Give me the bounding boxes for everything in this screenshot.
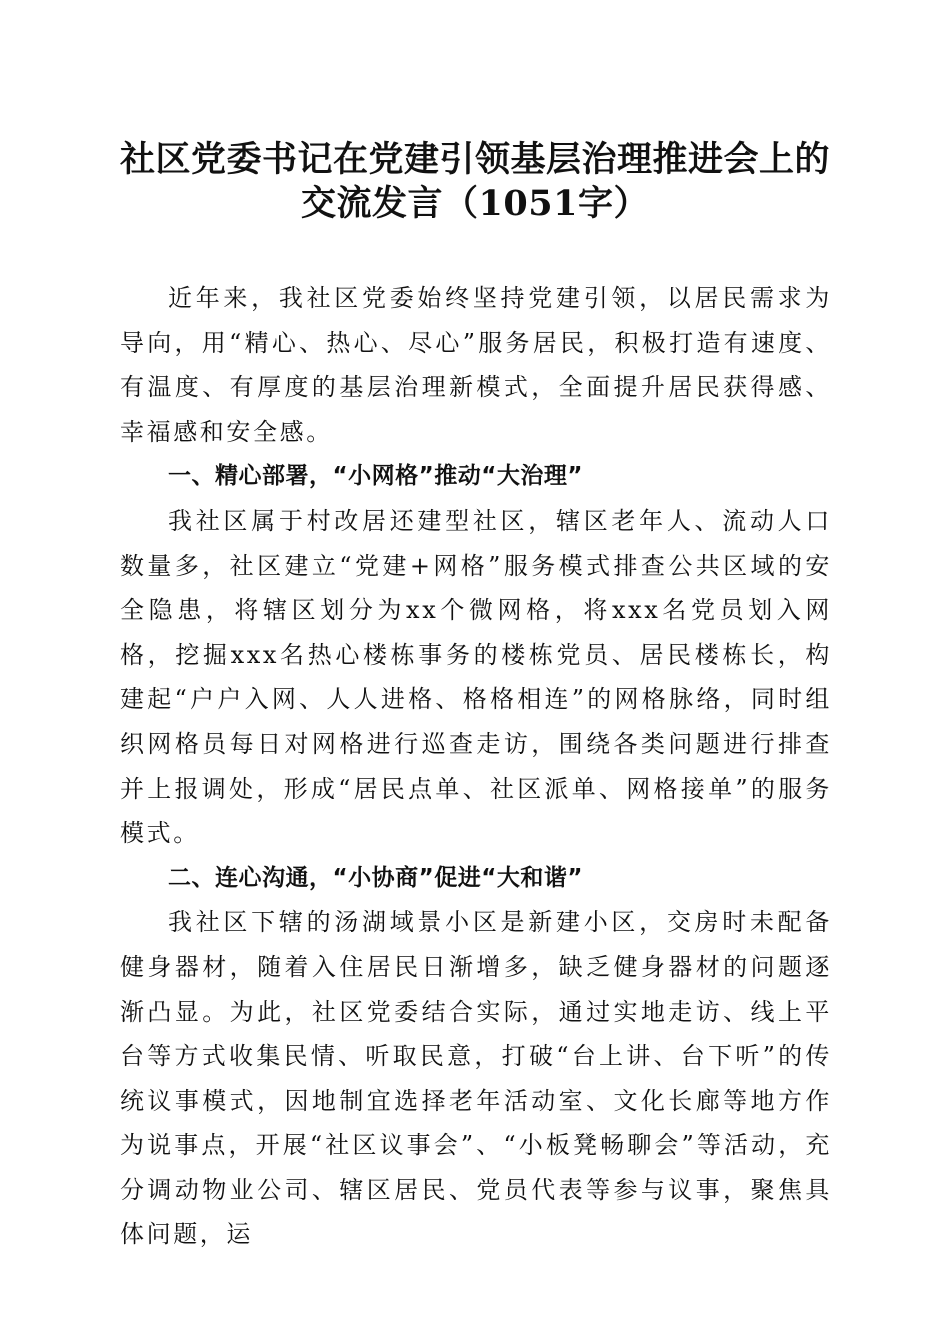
document-body <box>120 276 832 1257</box>
section-heading-2: 二、连心沟通，“小协商”促进“大和谐” <box>168 864 583 891</box>
section-1-paragraph: 我社区属于村改居还建型社区，辖区老年人、流动人口数量多，社区建立“党建+网格”服务模式排查公共区域的安全隐患，将辖区划分为xx个微网格，将xxx名党员划入网格，挖掘xxx名热心楼栋事务的楼栋党员、居民楼栋长，构建起“户户入网、人人进格、格格相连”的网格脉络，同时组织网格员每日对网格进行巡查走访，围绕各类问题进行排查并上报调处，形成“居民点单、社区派单、网格接单”的服务模式。 <box>120 506 832 848</box>
intro-paragraph: 近年来，我社区党委始终坚持党建引领，以居民需求为导向，用“精心、热心、尽心”服务居民，积极打造有速度、有温度、有厚度的基层治理新模式，全面提升居民获得感、幸福感和安全感。 <box>120 284 832 446</box>
document-title-line-2: 交流发言（1051字） <box>301 183 649 224</box>
section-2-paragraph: 我社区下辖的汤湖域景小区是新建小区，交房时未配备健身器材，随着入住居民日渐增多，缺乏健身器材的问题逐渐凸显。为此，社区党委结合实际，通过实地走访、线上平台等方式收集民情、听取民意，打破“台上讲、台下听”的传统议事模式，因地制宜选择老年活动室、文化长廊等地方作为说事点，开展“社区议事会”、“小板凳畅聊会”等活动，充分调动物业公司、辖区居民、党员代表等参与议事，聚焦具体问题，运 <box>120 908 832 1249</box>
document-title-line-1: 社区党委书记在党建引领基层治理推进会上的 <box>119 139 830 180</box>
section-heading-1: 一、精心部署，“小网格”推动“大治理” <box>168 463 583 490</box>
